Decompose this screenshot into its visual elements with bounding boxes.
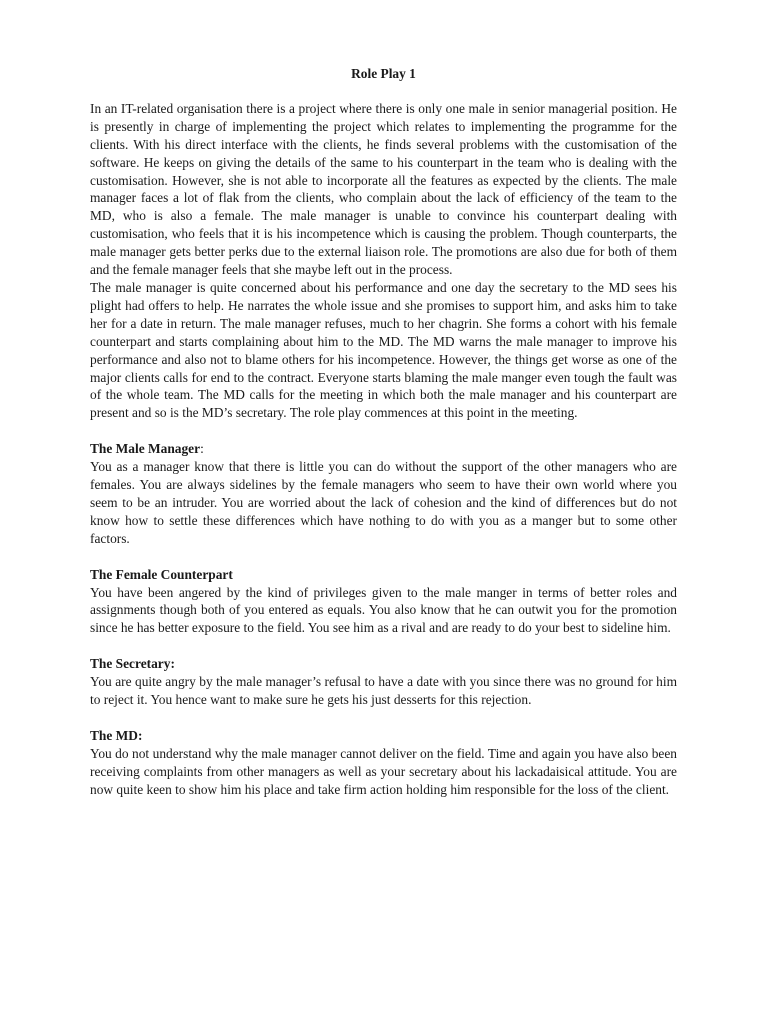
role-description: You are quite angry by the male manager’s refusal to have a date with you since there was no ground for him to reject it. You hence want to make sure he gets his just desserts for this rejection.: [90, 674, 677, 708]
role-heading: [90, 655, 677, 673]
role-heading-text: The MD:: [90, 728, 143, 743]
role-section-md: [90, 727, 677, 799]
role-section-male-manager: [90, 440, 677, 547]
document-title: Role Play 1: [351, 66, 416, 81]
role-section-secretary: [90, 655, 677, 709]
role-heading-suffix: :: [200, 441, 204, 457]
role-description: You have been angered by the kind of privileges given to the male manger in terms of better roles and assignments though both of you entered as equals. You also know that he can outwit you for the promotion since he has better exposure to the field. You see him as a rival and are ready to do your best to sideline him.: [90, 584, 677, 636]
role-heading: [90, 727, 677, 745]
role-heading: [90, 440, 677, 458]
intro-paragraph: In an IT-related organisation there is a project where there is only one male in senior managerial position. He is presently in charge of implementing the project which relates to implementing the programme for the clients. With his direct interface with the clients, he finds several problems with the customisation of the software. He keeps on giving the details of the same to his counterpart in the team who is dealing with the customisation. However, she is not able to incorporate all the features as expected by the clients. The male manager faces a lot of flak from the clients, who complain about the lack of efficiency of the team to the MD, who is also a female. The male manager is unable to convince his counterpart dealing with customisation, who feels that it is his incompetence which is causing the problem. Though counterparts, the male manager gets better perks due to the external liaison role. The promotions are also due for both of them and the female manager feels that she maybe left out in the process.: [90, 100, 677, 278]
role-description: You as a manager know that there is little you can do without the support of the other managers who are females. You are always sidelines by the female managers who seem to have their own world where you seem to be an intruder. You are worried about the lack of cohesion and the kind of differences but do not know how to settle these differences which have nothing to do with you as a manger but to some other factors.: [90, 459, 677, 546]
role-heading-text: The Male Manager: [90, 441, 201, 457]
document-body: [90, 65, 677, 799]
role-description: You do not understand why the male manager cannot deliver on the field. Time and again you have also been receiving complaints from other managers as well as your secretary about his lackadaisical attitude. You are now quite keen to show him his place and take firm action holding him responsible for the loss of the client.: [90, 745, 677, 797]
role-heading-text: The Secretary:: [90, 656, 175, 672]
role-heading: [90, 566, 677, 584]
role-section-female-counterpart: [90, 566, 677, 638]
role-heading-text: The Female Counterpart: [90, 566, 233, 582]
intro-paragraph: The male manager is quite concerned about his performance and one day the secretary to the MD sees his plight had offers to help. He narrates the whole issue and she promises to support him, and asks him to take her for a date in return. The male manager refuses, much to her chagrin. She forms a cohort with his female counterpart and starts complaining about him to the MD. The MD warns the male manager to improve his performance and also not to blame others for his incompetence. However, the things get worse as one of the major clients calls for end to the contract. Everyone starts blaming the male manger even tough the fault was of the whole team. The MD calls for the meeting in which both the male manager and his counterpart are present and so is the MD’s secretary. The role play commences at this point in the meeting.: [90, 279, 677, 421]
